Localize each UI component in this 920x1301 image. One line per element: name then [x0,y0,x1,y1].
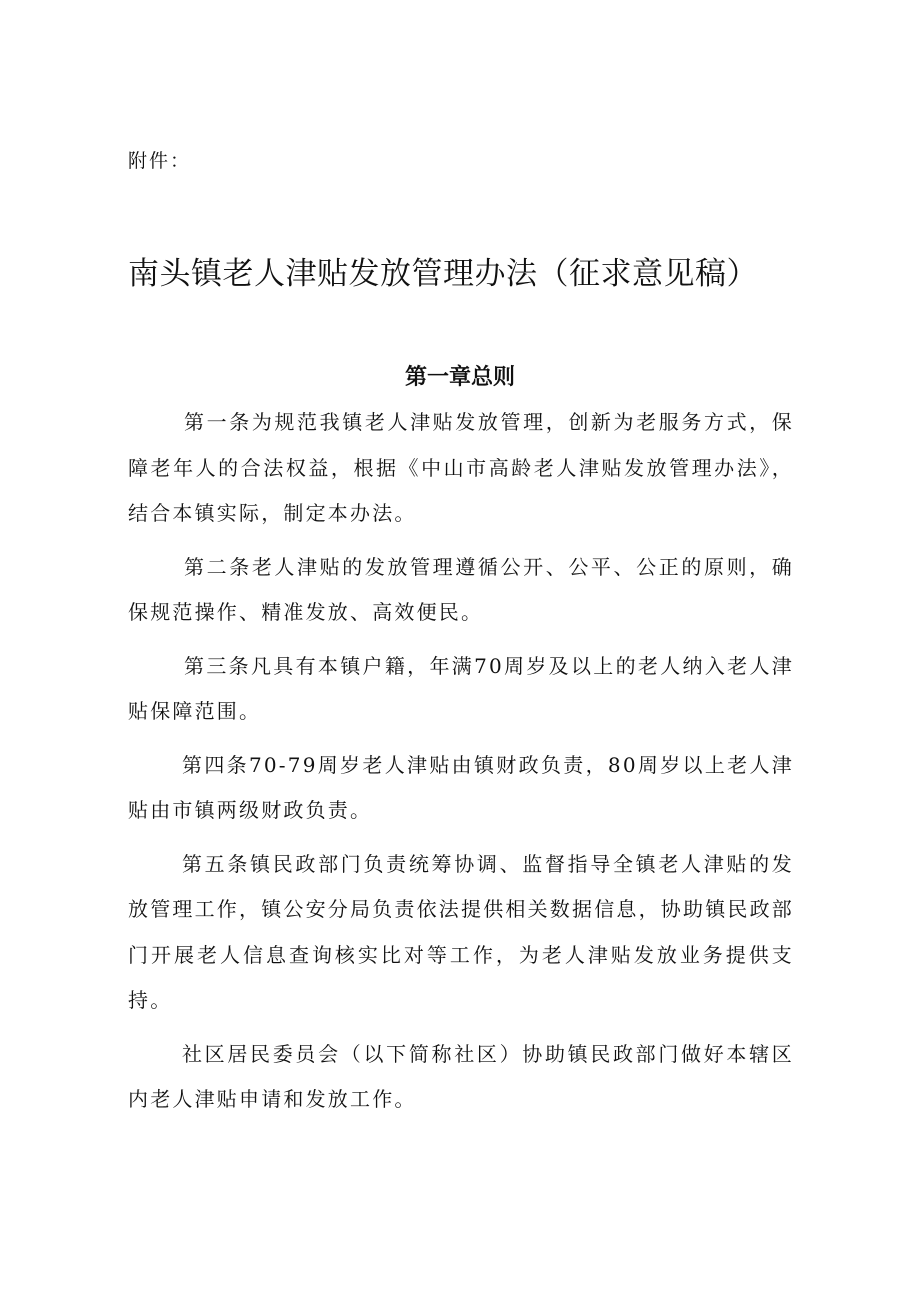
article-4-paragraph: 第四条70-79周岁老人津贴由镇财政负责，80周岁以上老人津贴由市镇两级财政负责。 [128,752,794,822]
document-body [128,400,794,1131]
article-3-paragraph: 第三条凡具有本镇户籍，年满70周岁及以上的老人纳入老人津贴保障范围。 [128,653,794,723]
chapter-heading: 第一章总则 [404,365,515,390]
community-paragraph: 社区居民委员会（以下简称社区）协助镇民政部门做好本辖区内老人津贴申请和发放工作。 [128,1041,794,1111]
attachment-label: 附件： [128,150,192,172]
article-5-paragraph: 第五条镇民政部门负责统筹协调、监督指导全镇老人津贴的发放管理工作，镇公安分局负责依法提供相关数据信息，协助镇民政部门开展老人信息查询核实比对等工作，为老人津贴发放业务提供支持。 [128,851,794,1012]
document-title: 南头镇老人津贴发放管理办法（征求意见稿） [128,256,758,292]
article-1-paragraph: 第一条为规范我镇老人津贴发放管理，创新为老服务方式，保障老年人的合法权益，根据《中山市高龄老人津贴发放管理办法》，结合本镇实际，制定本办法。 [128,410,794,525]
article-2-paragraph: 第二条老人津贴的发放管理遵循公开、公平、公正的原则，确保规范操作、精准发放、高效便民。 [128,554,794,624]
